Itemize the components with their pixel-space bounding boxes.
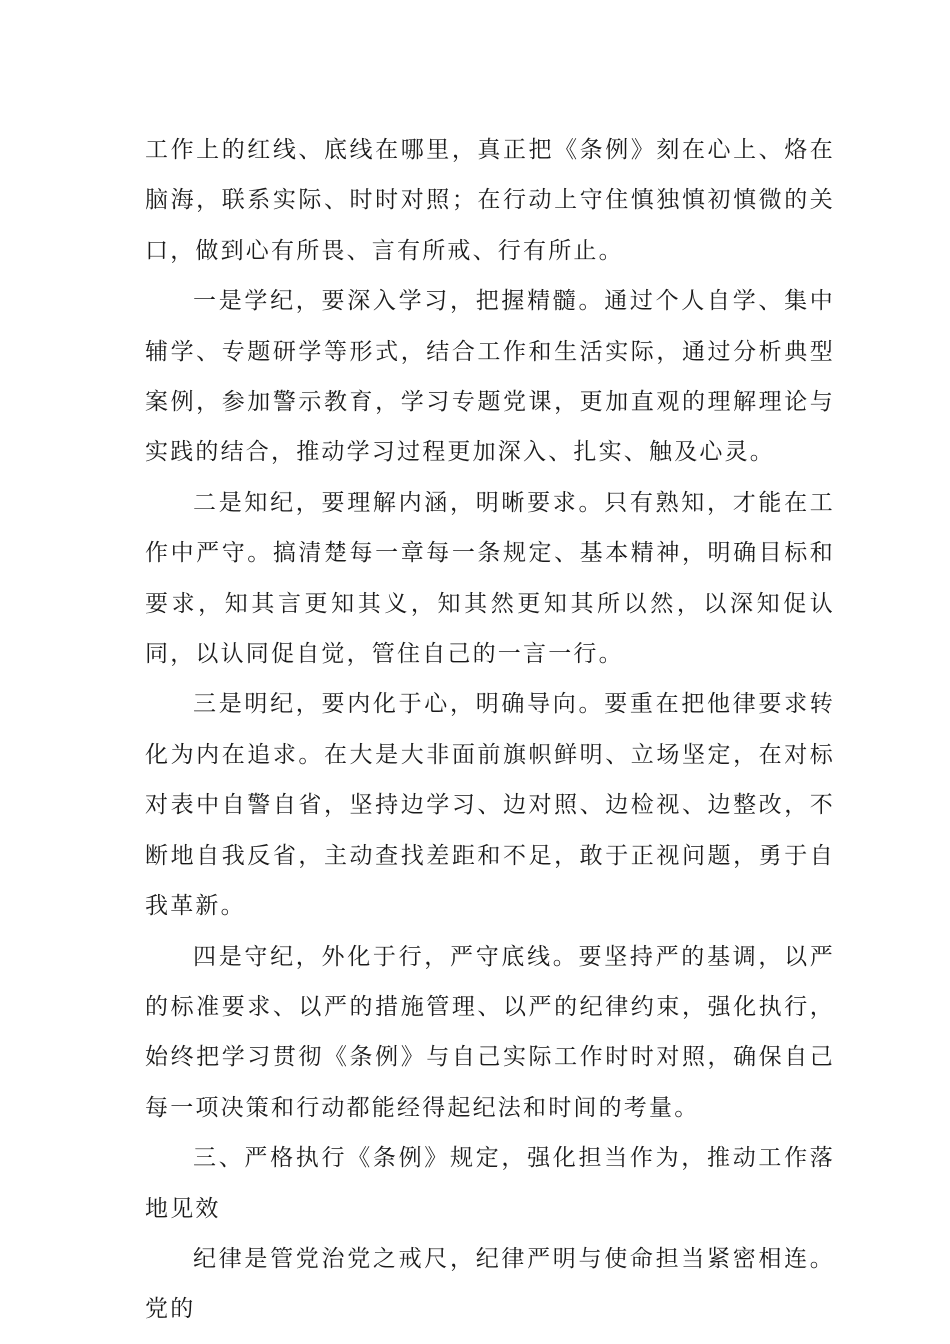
section-heading-three: 三、严格执行《条例》规定，强化担当作为，推动工作落地见效: [145, 1145, 835, 1222]
paragraph-know-discipline: 二是知纪，要理解内涵，明晰要求。只有熟知，才能在工作中严守。搞清楚每一章每一条规定、基本精神，明确目标和要求，知其言更知其义，知其然更知其所以然，以深知促认同，以认同促自觉，管住自己的一言一行。: [145, 489, 835, 668]
paragraph-understand-discipline: 三是明纪，要内化于心，明确导向。要重在把他律要求转化为内在追求。在大是大非面前旗帜鲜明、立场坚定，在对标对表中自警自省，坚持边学习、边对照、边检视、边整改，不断地自我反省，主动查找差距和不足，敢于正视问题，勇于自我革新。: [145, 691, 835, 920]
document-body: [145, 125, 835, 1335]
paragraph-keep-discipline: 四是守纪，外化于行，严守底线。要坚持严的基调，以严的标准要求、以严的措施管理、以严的纪律约束，强化执行，始终把学习贯彻《条例》与自己实际工作时时对照，确保自己每一项决策和行动都能经得起纪法和时间的考量。: [145, 943, 835, 1121]
paragraph-study-discipline: 一是学纪，要深入学习，把握精髓。通过个人自学、集中辅学、专题研学等形式，结合工作和生活实际，通过分析典型案例，参加警示教育，学习专题党课，更加直观的理解理论与实践的结合，推动学习过程更加深入、扎实、触及心灵。: [145, 288, 835, 466]
paragraph-discipline-intro: 纪律是管党治党之戒尺，纪律严明与使命担当紧密相连。党的: [145, 1245, 835, 1323]
paragraph-continuation: 工作上的红线、底线在哪里，真正把《条例》刻在心上、烙在脑海，联系实际、时时对照；在行动上守住慎独慎初慎微的关口，做到心有所畏、言有所戒、行有所止。: [145, 137, 835, 264]
